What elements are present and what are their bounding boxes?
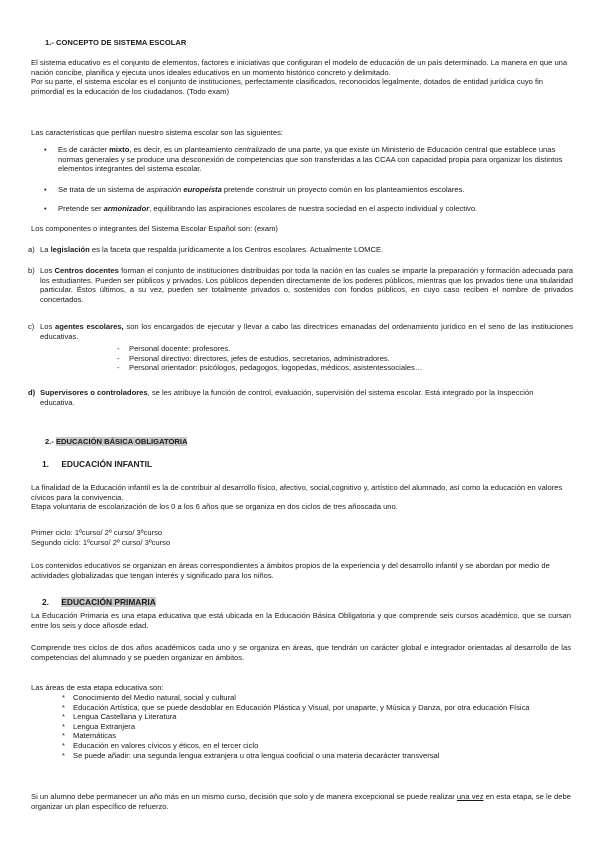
- component-d: d) Supervisores o controladores, se les atribuye la función de control, evaluación, supervisión del sistema escolar. Está integrado por la Inspección educativa.: [28, 388, 534, 407]
- paragraph: La finalidad de la Educación infantil es la de contribuir al desarrollo físico, afectivo, social,cognitivo y, artístico del alumnado, así como la educación en valores cívicos para la convivencia.: [31, 483, 563, 502]
- section-2-title: 2.- EDUCACIÓN BÁSICA OBLIGATORIA: [45, 437, 188, 446]
- component-b: b) Los Centros docentes forman el conjunto de instituciones distribuidas por toda la nación en las cuales se imparte la preparación y formación adecuada para los estudiantes. Pueden ser públicos y privados. Los públicos dependen directamente de los poderes públicos, mientras que los privados tiene una titularidad particular. Éstos últimos, a su vez, pueden ser totalmente privados o, sostenidos con fondos públicos, en cuyo caso reciben el nombre de privados concertados.: [28, 266, 574, 304]
- primaria-heading: 2. EDUCACIÓN PRIMARIA: [42, 597, 156, 607]
- list-item: • Es de carácter mixto, es decir, es un planteamiento centralizado de una parte, ya que existe un Ministerio de Educación central que establece unas normas generales y se produce una desconexión de competencias que son transferidas a las CCAA con capacidad propia para organizar los distintos elementos integrantes del sistema escolar.: [44, 145, 563, 174]
- section-1-title: 1.- CONCEPTO DE SISTEMA ESCOLAR: [45, 38, 187, 47]
- list-item: - Personal directivo: directores, jefes de estudios, secretarios, administradores.: [117, 353, 390, 363]
- list-item: * Matemáticas: [62, 731, 117, 741]
- list-item: - Personal orientador: psicólogos, pedagogos, logopedas, médicos, asistentessociales…: [117, 363, 423, 373]
- component-a: a) La legislación es la faceta que respalda jurídicamente a los Centros escolares. Actualmente LOMCE.: [28, 245, 384, 254]
- features-list: [31, 145, 571, 174]
- list-item: * Conocimiento del Medio natural, social y cultural: [62, 693, 236, 702]
- features-list-2: [31, 185, 571, 195]
- features-intro: Las características que perfilan nuestro sistema escolar son las siguientes:: [31, 128, 283, 137]
- paragraph: El sistema educativo es el conjunto de elementos, factores e iniciativas que configuran el modelo de educación de un país determinado. La manera en que una nación concibe, planifica y ejecuta unos ideales educativos en un momento histórico concreto y delimitado.: [31, 58, 568, 77]
- infantil-heading: 1. EDUCACIÓN INFANTIL: [42, 459, 153, 469]
- features-list-3: [31, 204, 571, 214]
- areas-list: [62, 693, 542, 760]
- bullet-icon: •: [44, 145, 47, 154]
- infantil-contents: Los contenidos educativos se organizan en áreas correspondientes a ámbitos propios de la experiencia y del desarrollo infantil y se abordan por medio de actividades globalizadas que tengan interés y significado para los niños.: [31, 561, 550, 580]
- staff-list: [117, 344, 517, 373]
- primaria-p2: Comprende tres ciclos de dos años académicos cada uno y se organiza en áreas, que tendrán un carácter global e integrador orientadas al desarrollo de las competencias del alumnado y se pueden organizar en ámbitos.: [31, 643, 571, 662]
- list-item: • Se trata de un sistema de aspiración europeísta pretende construir un proyecto común en los planteamientos escolares.: [44, 185, 465, 194]
- list-item: * Educación Artística, que se puede desdoblar en Educación Plástica y Visual, por unaparte, y Música y Danza, por otra educación Física: [62, 702, 530, 712]
- list-item: * Se puede añadir: una segunda lengua extranjera u otra lengua cooficial o una materia decarácter transversal: [62, 750, 440, 760]
- paragraph: Por su parte, el sistema escolar es el conjunto de instituciones, perfectamente clasificados, reconocidos legalmente, dotados de entidad jurídica cuyo fin primordial es la educación de los ciudadanos. (Todo exam): [31, 77, 544, 96]
- paragraph: Etapa voluntaria de escolarización de los 0 a los 6 años que se organiza en dos ciclos de tres añoscada uno.: [31, 502, 398, 512]
- primaria-final: Si un alumno debe permanecer un año más en un mismo curso, decisión que solo y de manera excepcional se puede realizar una vez en esta etapa, se le debe organizar un plan específico de refuerzo.: [31, 792, 571, 811]
- list-item: * Lengua Castellana y Literatura: [62, 712, 177, 722]
- component-c: c) Los agentes escolares, son los encargados de ejecutar y llevar a cabo las directrices emanadas del ordenamiento jurídico en el seno de las instituciones educativas.: [28, 322, 574, 341]
- infantil-cycles: Primer ciclo: 1ºcurso/ 2º curso/ 3ºcurso Segundo ciclo: 1ºcurso/ 2º curso/ 3ºcurso: [31, 528, 171, 547]
- areas-intro: Las áreas de esta etapa educativa son:: [31, 683, 164, 692]
- bullet-icon: •: [44, 185, 47, 194]
- bullet-icon: •: [44, 204, 47, 213]
- list-item: • Pretende ser armonizador, equilibrando las aspiraciones escolares de nuestra sociedad en el aspecto individual y colectivo.: [44, 204, 478, 213]
- infantil-body: [31, 483, 571, 512]
- primaria-p1: La Educación Primaria es una etapa educativa que está ubicada en la Educación Básica Obligatoria y que comprende seis cursos académico, que se cursan entre los seis y doce añosde edad.: [31, 611, 571, 630]
- list-item: * Educación en valores cívicos y éticos, en el tercer ciclo: [62, 740, 259, 750]
- components-intro: Los componentes o integrantes del Sistema Escolar Español son: (exam): [31, 224, 278, 233]
- list-item: - Personal docente: profesores.: [117, 344, 231, 353]
- list-item: * Lengua Extranjera: [62, 721, 136, 731]
- section-1-intro: [31, 58, 571, 96]
